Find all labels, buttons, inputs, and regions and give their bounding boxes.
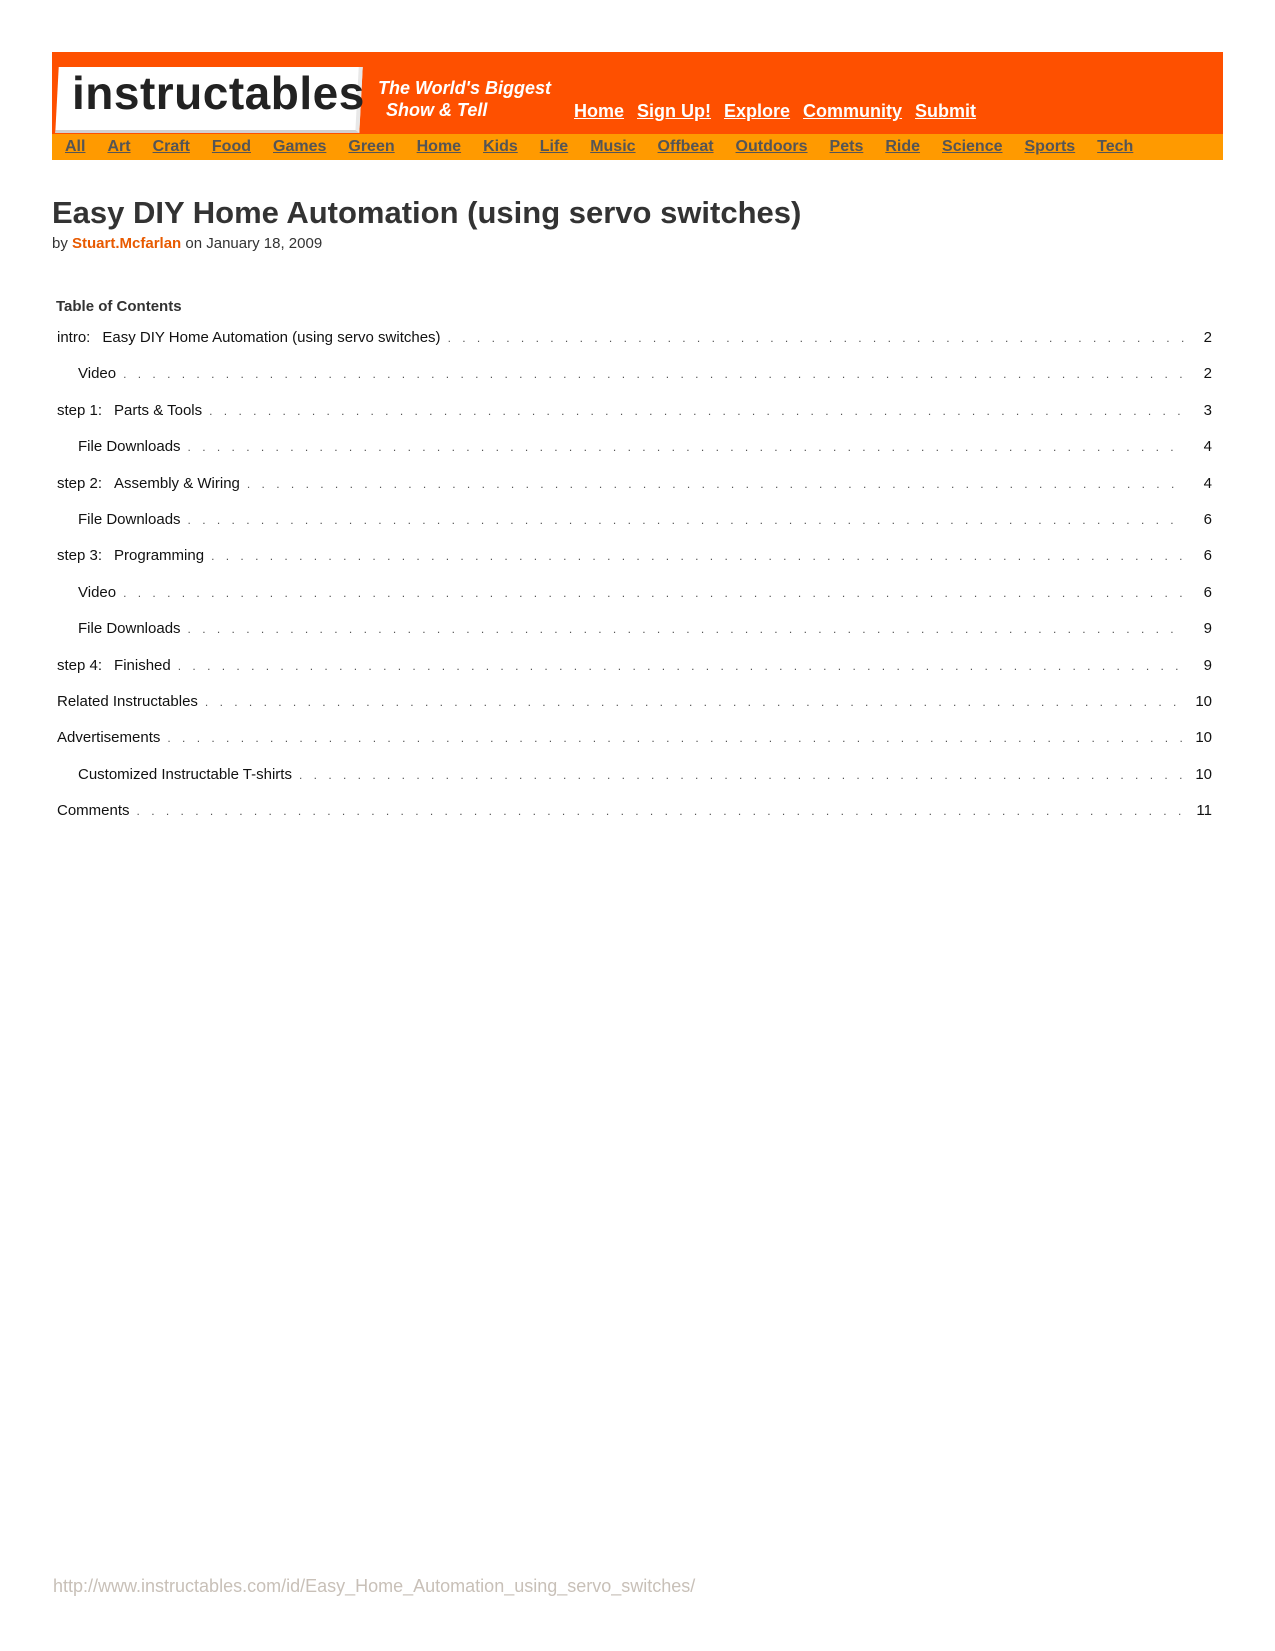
toc-dot-leader xyxy=(123,367,1185,381)
toc-entry-label xyxy=(57,475,240,492)
category-link-home[interactable]: Home xyxy=(416,138,462,155)
category-link-kids[interactable]: Kids xyxy=(483,138,518,155)
toc-row[interactable] xyxy=(57,693,1212,729)
toc-row[interactable] xyxy=(57,547,1212,583)
toc-dot-leader xyxy=(188,622,1185,636)
category-link-offbeat[interactable]: Offbeat xyxy=(657,138,714,155)
table-of-contents xyxy=(57,329,1212,838)
toc-page-number: 2 xyxy=(1203,365,1212,383)
toc-row[interactable] xyxy=(57,329,1212,365)
footer-url[interactable]: http://www.instructables.com/id/Easy_Home_Automation_using_servo_switches/ xyxy=(53,1576,696,1596)
toc-entry-label xyxy=(78,620,181,637)
category-link-life[interactable]: Life xyxy=(539,138,569,155)
nav-community-link[interactable]: Community xyxy=(803,101,903,121)
site-logo[interactable]: instructables xyxy=(72,67,365,119)
toc-dot-leader xyxy=(188,513,1185,527)
publish-date: on January 18, 2009 xyxy=(185,235,323,253)
toc-page-number: 10 xyxy=(1195,693,1212,710)
toc-entry-label xyxy=(57,802,130,819)
toc-entry-title: Parts & Tools xyxy=(114,401,203,419)
toc-page-number: 9 xyxy=(1203,656,1212,674)
category-link-pets[interactable]: Pets xyxy=(829,138,864,155)
toc-page-number: 10 xyxy=(1195,765,1212,783)
toc-entry-label xyxy=(78,511,181,528)
toc-entry-title: Programming xyxy=(114,547,205,565)
toc-row[interactable] xyxy=(57,438,1212,474)
toc-page-number: 11 xyxy=(1196,802,1212,820)
category-link-science[interactable]: Science xyxy=(942,138,1003,155)
toc-page-number: 9 xyxy=(1203,620,1212,638)
toc-row[interactable] xyxy=(57,402,1212,438)
top-nav xyxy=(574,101,976,122)
toc-dot-leader xyxy=(209,404,1185,418)
site-tagline xyxy=(378,77,551,121)
toc-dot-leader xyxy=(211,549,1185,563)
toc-dot-leader xyxy=(188,440,1185,454)
category-link-music[interactable]: Music xyxy=(590,138,636,155)
toc-entry-label xyxy=(57,329,441,346)
toc-page-number: 4 xyxy=(1203,438,1212,456)
toc-page-number: 2 xyxy=(1203,329,1212,347)
toc-dot-leader xyxy=(178,659,1185,673)
toc-page-number: 4 xyxy=(1203,474,1212,492)
category-link-craft[interactable]: Craft xyxy=(152,138,190,155)
toc-entry-title: File Downloads xyxy=(78,438,181,456)
toc-entry-label xyxy=(57,402,202,419)
toc-dot-leader xyxy=(205,695,1185,709)
category-link-ride[interactable]: Ride xyxy=(885,138,921,155)
nav-signup-link[interactable]: Sign Up! xyxy=(637,101,712,121)
toc-page-number: 6 xyxy=(1203,511,1212,529)
nav-home-link[interactable]: Home xyxy=(574,101,625,121)
nav-submit-link[interactable]: Submit xyxy=(915,101,977,121)
page xyxy=(52,52,1223,839)
toc-entry-label xyxy=(78,438,181,455)
toc-row[interactable] xyxy=(57,584,1212,620)
category-link-green[interactable]: Green xyxy=(348,138,395,155)
toc-entry-prefix: step 2: xyxy=(57,474,103,492)
toc-entry-title: Advertisements xyxy=(57,729,161,747)
toc-heading: Table of Contents xyxy=(56,298,182,316)
toc-entry-prefix: step 4: xyxy=(57,656,103,674)
toc-entry-label xyxy=(78,584,116,601)
toc-entry-title: Video xyxy=(78,583,117,601)
toc-page-number: 6 xyxy=(1203,583,1212,601)
toc-dot-leader xyxy=(448,331,1185,345)
nav-explore-link[interactable]: Explore xyxy=(724,101,791,121)
category-link-games[interactable]: Games xyxy=(273,138,327,155)
toc-entry-title: Assembly & Wiring xyxy=(114,474,240,492)
toc-dot-leader xyxy=(167,731,1185,745)
toc-entry-label xyxy=(57,657,171,674)
category-link-art[interactable]: Art xyxy=(107,138,131,155)
toc-dot-leader xyxy=(247,477,1185,491)
category-link-sports[interactable]: Sports xyxy=(1024,138,1076,155)
toc-page-number: 3 xyxy=(1203,401,1212,419)
toc-row[interactable] xyxy=(57,802,1212,838)
category-link-outdoors[interactable]: Outdoors xyxy=(735,138,808,155)
category-link-food[interactable]: Food xyxy=(211,138,251,155)
toc-entry-prefix: step 3: xyxy=(57,547,103,565)
toc-dot-leader xyxy=(137,804,1185,818)
byline-by: by xyxy=(52,235,68,253)
toc-row[interactable] xyxy=(57,766,1212,802)
toc-row[interactable] xyxy=(57,620,1212,656)
article-title: Easy DIY Home Automation (using servo switches) xyxy=(52,195,802,230)
toc-entry-title: Easy DIY Home Automation (using servo switches) xyxy=(102,329,441,347)
toc-entry-label xyxy=(57,729,160,746)
article-byline xyxy=(52,235,1223,252)
toc-entry-prefix: step 1: xyxy=(57,401,103,419)
toc-entry-label xyxy=(57,547,204,564)
toc-dot-leader xyxy=(123,586,1185,600)
toc-entry-label xyxy=(57,693,198,710)
category-nav xyxy=(52,134,1223,160)
tagline-line-1: The World's Biggest xyxy=(378,78,551,98)
toc-row[interactable] xyxy=(57,729,1212,765)
toc-row[interactable] xyxy=(57,475,1212,511)
toc-page-number: 6 xyxy=(1203,547,1212,565)
author-link[interactable]: Stuart.Mcfarlan xyxy=(72,235,182,253)
toc-entry-title: Customized Instructable T-shirts xyxy=(78,765,292,783)
tagline-line-2: Show & Tell xyxy=(386,100,488,120)
toc-dot-leader xyxy=(299,768,1185,782)
toc-entry-title: Related Instructables xyxy=(57,693,198,710)
toc-row[interactable] xyxy=(57,365,1212,401)
site-header xyxy=(52,52,1223,134)
toc-entry-title: Comments xyxy=(57,802,130,820)
toc-entry-title: File Downloads xyxy=(78,620,181,638)
toc-row[interactable] xyxy=(57,511,1212,547)
toc-entry-title: Finished xyxy=(114,656,171,674)
toc-entry-prefix: intro: xyxy=(57,329,91,347)
category-link-tech[interactable]: Tech xyxy=(1097,138,1134,155)
toc-entry-title: Video xyxy=(78,365,117,383)
toc-entry-label xyxy=(78,365,116,382)
toc-row[interactable] xyxy=(57,657,1212,693)
toc-entry-title: File Downloads xyxy=(78,511,181,529)
toc-page-number: 10 xyxy=(1195,729,1212,747)
toc-entry-label xyxy=(78,766,292,783)
category-link-all[interactable]: All xyxy=(65,138,86,155)
